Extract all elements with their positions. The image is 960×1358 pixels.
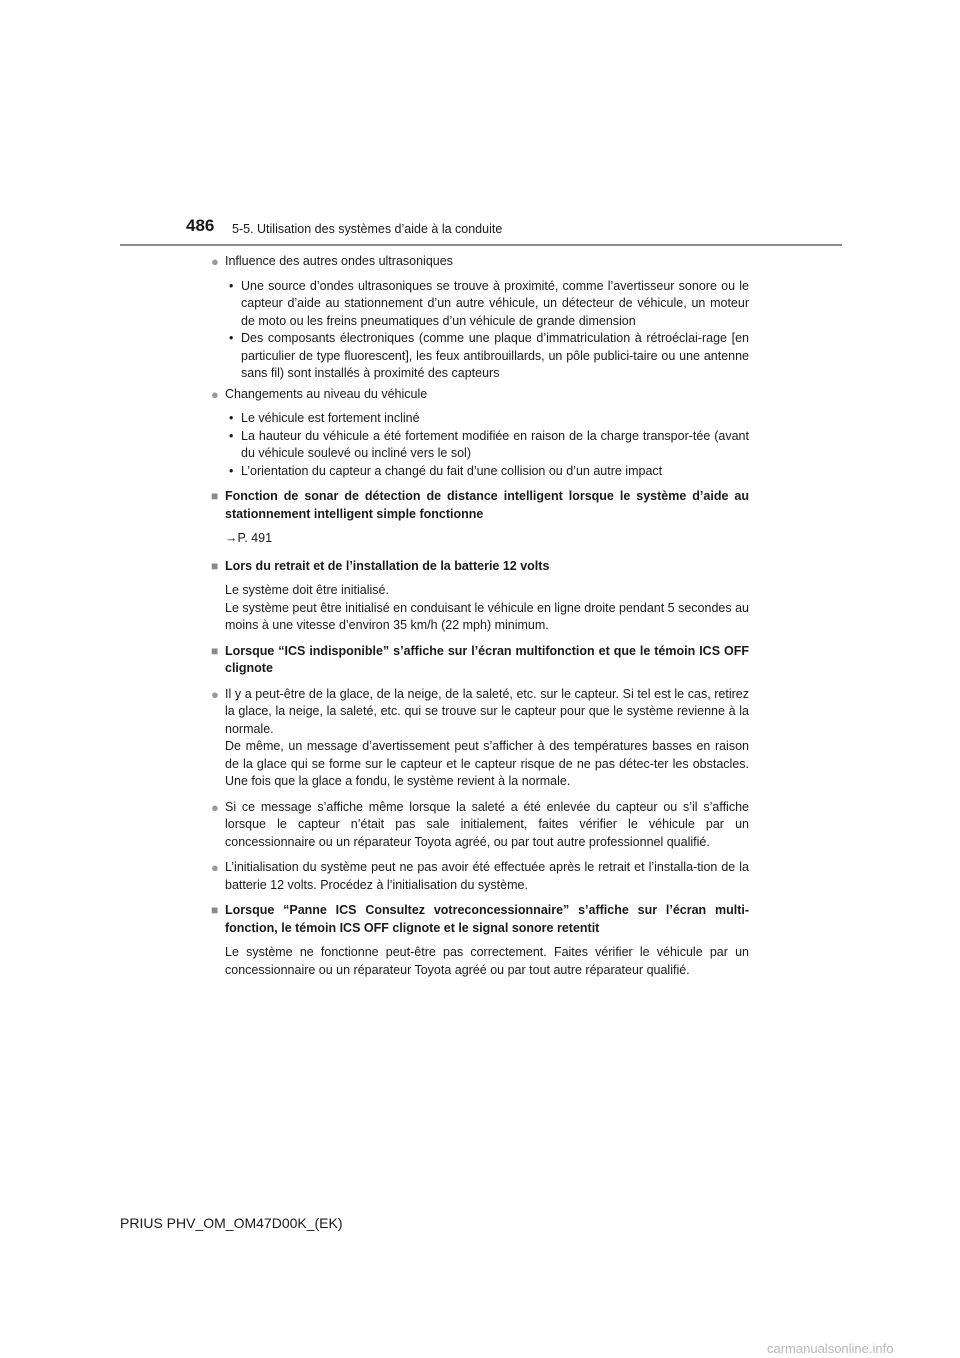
sub-item-text: La hauteur du véhicule a été fortement modifiée en raison de la charge transpor-tée (avant du véhicule soulevé ou incliné vers le sol) <box>241 428 749 460</box>
dash-icon: • <box>229 331 234 345</box>
dash-icon: • <box>229 428 234 443</box>
sub-item-text: Des composants électroniques (comme une plaque d’immatriculation à rétroéclai-rage [en particulier de type fluorescent], les feux antibrouillards, un pôle publici-taire ou une antenne sans fil) sont installés à proximité des capteurs <box>241 331 749 380</box>
bullet-text: L’initialisation du système peut ne pas avoir été effectuée après le retrait et l’installa-tion de la batterie 12 volts. Procédez à l’initialisation du système. <box>225 860 749 892</box>
heading-panne-ics <box>211 902 749 937</box>
bullet-initialisation <box>211 859 749 894</box>
heading-text: Lorsque “ICS indisponible” s’affiche sur l’écran multifonction et que le témoin ICS OFF clignote <box>225 643 749 675</box>
bullet-text: De même, un message d’avertissement peut s’afficher à des températures basses en raison de la glace qui se forme sur le capteur et le capteur risque de ne pas détec-ter les obstacles. Une fois que la glace a fondu, le système revient à la normale. <box>225 739 749 788</box>
page-reference: →P. 491 <box>225 531 273 545</box>
bullet-title: Changements au niveau du véhicule <box>225 386 428 401</box>
square-icon: ■ <box>211 489 219 503</box>
sub-item <box>227 278 749 331</box>
body-text <box>211 582 749 635</box>
page-number: 486 <box>186 216 215 235</box>
sub-item <box>227 410 749 428</box>
dash-icon: • <box>229 463 234 478</box>
sub-list <box>211 410 749 480</box>
sub-item <box>227 463 749 481</box>
heading-text: Lorsque “Panne ICS Consultez votreconcessionnaire” s’affiche sur l’écran multi-fonction, le témoin ICS OFF clignote et le signal sonore retentit <box>225 903 749 935</box>
sub-item-text: Le véhicule est fortement incliné <box>241 411 420 425</box>
bullet-glace <box>211 686 749 791</box>
body-line: Le système doit être initialisé. <box>225 583 389 597</box>
heading-sonar <box>211 488 749 523</box>
body-line: Le système peut être initialisé en conduisant le véhicule en ligne droite pendant 5 secondes au moins à une vitesse d’environ 35 km/h (22 mph) minimum. <box>225 600 749 632</box>
page-content <box>211 253 749 979</box>
bullet-influence <box>211 253 749 271</box>
bullet-title: Influence des autres ondes ultrasoniques <box>225 254 453 268</box>
sub-item-text: Une source d’ondes ultrasoniques se trouve à proximité, comme l’avertisseur sonore ou le capteur d’aide au stationnement d’un autre véhicule, un détecteur de véhicule, un moteur de moto ou les freins pneumatiques d’un véhicule de grande dimension <box>241 278 749 328</box>
heading-text: Lors du retrait et de l’installation de la batterie 12 volts <box>225 558 550 573</box>
bullet-text: Il y a peut-être de la glace, de la neige, de la saleté, etc. sur le capteur. Si tel est le cas, retirez la glace, la neige, la saleté, etc. qui se trouve sur le capteur pour que le système revienne à la normale. <box>225 686 749 736</box>
document-code: PRIUS PHV_OM_OM47D00K_(EK) <box>120 1215 343 1231</box>
bullet-text: Si ce message s’affiche même lorsque la saleté a été enlevée du capteur ou s’il s’affiche lorsque le capteur n’était pas sale initialement, faites vérifier le véhicule par un concessionnaire ou un réparateur Toyota agréé, ou par tout autre professionnel qualifié. <box>225 799 749 849</box>
bullet-icon: ● <box>211 686 219 702</box>
sub-item <box>227 428 749 463</box>
sub-list <box>211 278 749 383</box>
dash-icon: • <box>229 278 234 293</box>
square-icon: ■ <box>211 643 219 658</box>
watermark: carmanualsonline.info <box>767 1341 894 1356</box>
bullet-icon: ● <box>211 254 219 269</box>
sub-item <box>227 330 749 383</box>
heading-ics-indisponible <box>211 643 749 678</box>
bullet-icon: ● <box>211 860 219 875</box>
header-rule <box>120 244 842 246</box>
heading-batterie <box>211 558 749 576</box>
dash-icon: • <box>229 411 234 425</box>
body-text: Le système ne fonctionne peut-être pas correctement. Faites vérifier le véhicule par un concessionnaire ou un réparateur Toyota agréé ou par tout autre réparateur qualifié. <box>225 945 749 977</box>
square-icon: ■ <box>211 558 219 573</box>
square-icon: ■ <box>211 903 219 917</box>
heading-text: Fonction de sonar de détection de distance intelligent lorsque le système d’aide au stationnement intelligent simple fonctionne <box>225 489 749 521</box>
bullet-icon: ● <box>211 386 219 402</box>
bullet-icon: ● <box>211 799 219 815</box>
sub-item-text: L’orientation du capteur a changé du fait d’une collision ou d’un autre impact <box>241 463 663 478</box>
section-title: 5-5. Utilisation des systèmes d’aide à la conduite <box>232 222 503 236</box>
bullet-message <box>211 799 749 852</box>
bullet-changements <box>211 386 749 404</box>
